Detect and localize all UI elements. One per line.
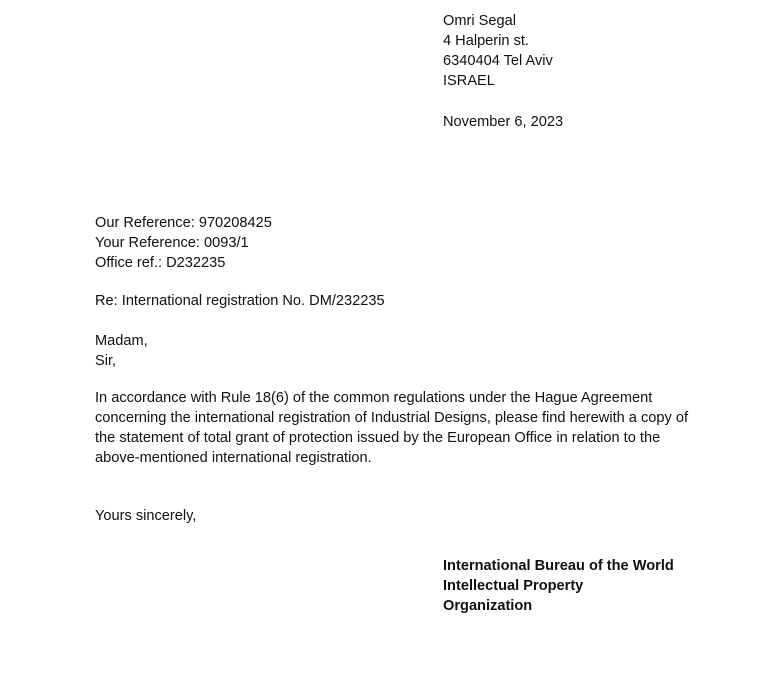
salutation-line: Sir, [95, 353, 117, 369]
signature-line: Intellectual Property [443, 578, 584, 594]
salutation-line: Madam, [95, 333, 148, 349]
closing-line: Yours sincerely, [95, 508, 197, 524]
signature-line: Organization [443, 598, 533, 614]
body-line: the statement of total grant of protection issued by the European Office in relation to the [95, 430, 661, 446]
signature-line: International Bureau of the World [443, 558, 674, 574]
your-reference: Your Reference: 0093/1 [95, 235, 249, 251]
references-block [95, 213, 272, 273]
body-line: In accordance with Rule 18(6) of the common regulations under the Hague Agreement [95, 390, 653, 406]
our-reference: Our Reference: 970208425 [95, 215, 272, 231]
addressee-street: 4 Halperin st. [443, 33, 529, 49]
body-line: above-mentioned international registration. [95, 450, 372, 466]
office-reference: Office ref.: D232235 [95, 255, 226, 271]
body-line: concerning the international registration of Industrial Designs, please find herewith a copy of [95, 410, 689, 426]
letter-date: November 6, 2023 [443, 114, 564, 130]
subject-line: Re: International registration No. DM/232235 [95, 293, 385, 309]
signature-block [443, 556, 674, 616]
salutation-block [95, 331, 148, 371]
addressee-block [443, 11, 553, 91]
addressee-city: 6340404 Tel Aviv [443, 53, 553, 69]
letter-body [95, 388, 688, 468]
addressee-name: Omri Segal [443, 13, 516, 29]
addressee-country: ISRAEL [443, 73, 495, 89]
